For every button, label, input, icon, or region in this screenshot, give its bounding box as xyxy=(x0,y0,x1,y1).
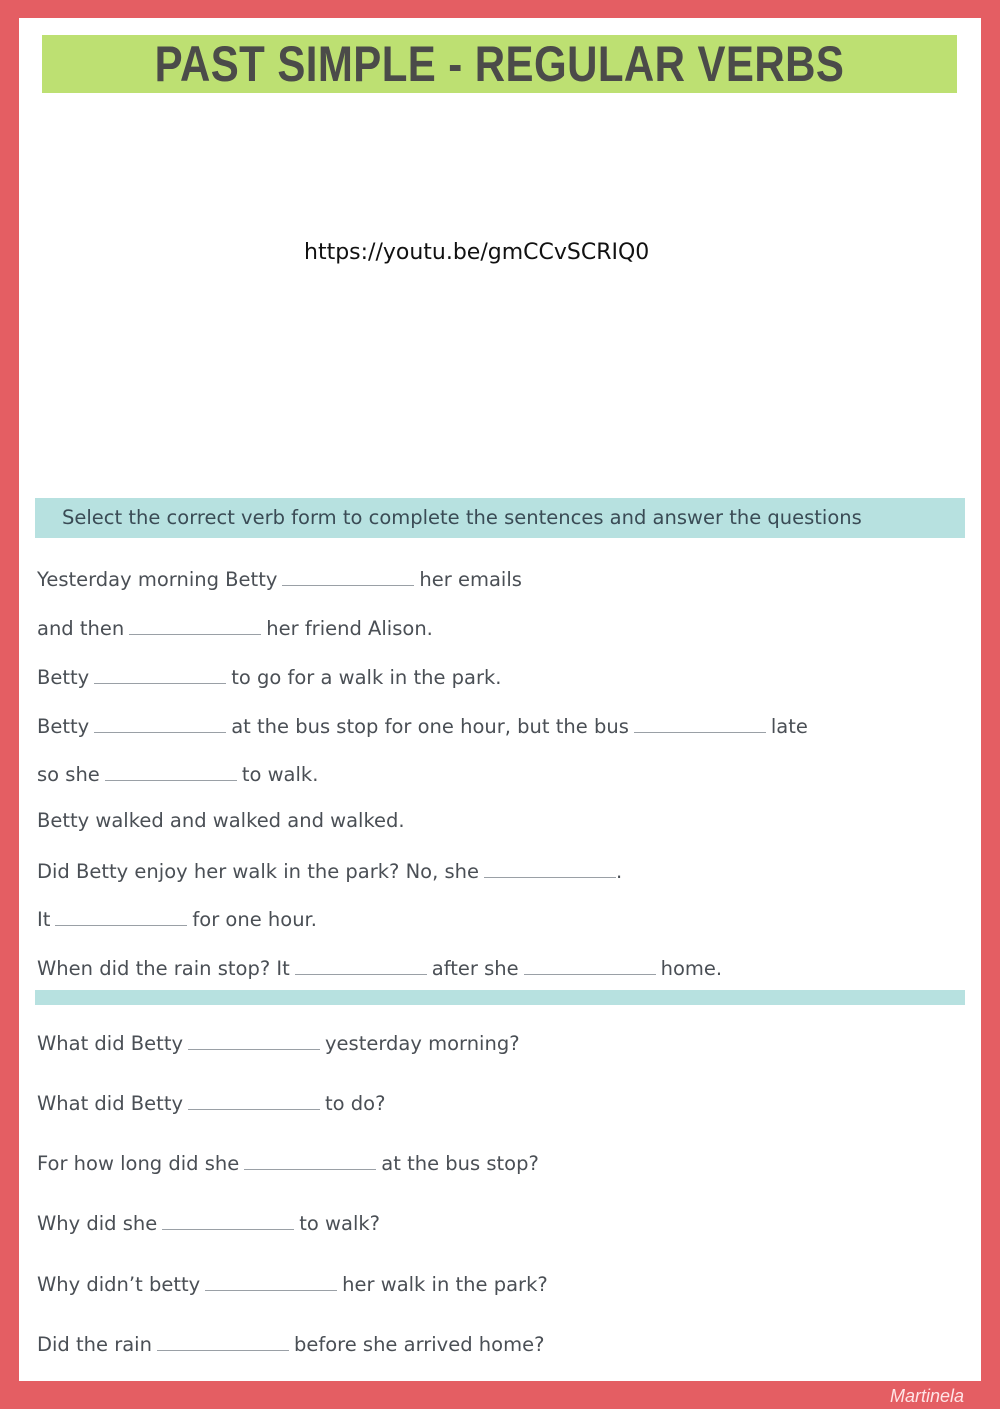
sentence-text: and then xyxy=(37,617,125,640)
section-divider xyxy=(35,990,965,1005)
instruction-bar xyxy=(35,498,965,538)
question-line xyxy=(37,1209,380,1237)
question-line xyxy=(37,1029,520,1057)
sentence-text: for one hour. xyxy=(192,908,317,931)
answer-blank[interactable] xyxy=(157,1330,289,1351)
sentence-text: so she xyxy=(37,763,100,786)
question-text: Why didn’t betty xyxy=(37,1273,201,1296)
sentence-text: late xyxy=(770,715,808,738)
answer-blank[interactable] xyxy=(295,954,427,975)
answer-blank[interactable] xyxy=(55,905,187,926)
sentence-line xyxy=(37,565,522,593)
answer-blank[interactable] xyxy=(188,1089,320,1110)
question-text: Did the rain xyxy=(37,1333,152,1356)
sentence-line xyxy=(37,614,433,642)
question-line xyxy=(37,1270,548,1298)
sentence-text: Betty xyxy=(37,666,90,689)
sentence-text: her friend Alison. xyxy=(266,617,433,640)
question-line xyxy=(37,1330,544,1358)
sentence-text: When did the rain stop? It xyxy=(37,957,290,980)
page-title: PAST SIMPLE - REGULAR VERBS xyxy=(154,36,845,92)
sentence-text: Betty xyxy=(37,715,90,738)
question-text: to walk? xyxy=(299,1212,381,1235)
question-text: Why did she xyxy=(37,1212,158,1235)
worksheet xyxy=(19,18,981,1381)
answer-blank[interactable] xyxy=(105,760,237,781)
instruction-text: Select the correct verb form to complete the sentences and answer the questions xyxy=(62,506,862,529)
sentence-line xyxy=(37,712,808,740)
answer-blank[interactable] xyxy=(282,565,414,586)
sentence-line xyxy=(37,954,722,982)
sentence-line xyxy=(37,808,405,834)
sentence-text: Yesterday morning Betty xyxy=(37,568,278,591)
question-text: before she arrived home? xyxy=(293,1333,545,1356)
answer-blank[interactable] xyxy=(524,954,656,975)
sentence-text: Betty walked and walked and walked. xyxy=(37,809,405,832)
question-text: at the bus stop? xyxy=(381,1152,539,1175)
sentence-text: her emails xyxy=(419,568,522,591)
answer-blank[interactable] xyxy=(162,1209,294,1230)
question-line xyxy=(37,1089,385,1117)
question-text: yesterday morning? xyxy=(325,1032,520,1055)
question-line xyxy=(37,1149,539,1177)
sentence-line xyxy=(37,663,501,691)
question-text: her walk in the park? xyxy=(342,1273,548,1296)
author-signature: Martinela xyxy=(889,1386,964,1406)
answer-blank[interactable] xyxy=(188,1029,320,1050)
video-link[interactable]: https://youtu.be/gmCCvSCRIQ0 xyxy=(304,240,650,265)
question-text: For how long did she xyxy=(37,1152,240,1175)
sentence-text: home. xyxy=(660,957,723,980)
sentence-line xyxy=(37,760,318,788)
answer-blank[interactable] xyxy=(205,1270,337,1291)
sentence-text: to walk. xyxy=(241,763,319,786)
sentence-line xyxy=(37,857,622,885)
answer-blank[interactable] xyxy=(634,712,766,733)
answer-blank[interactable] xyxy=(484,857,616,878)
answer-blank[interactable] xyxy=(94,663,226,684)
sentence-text: Did Betty enjoy her walk in the park? No, she xyxy=(37,860,480,883)
answer-blank[interactable] xyxy=(129,614,261,635)
sentence-line xyxy=(37,905,317,933)
answer-blank[interactable] xyxy=(94,712,226,733)
sentence-text: . xyxy=(616,860,623,883)
question-text: to do? xyxy=(325,1092,386,1115)
question-text: What did Betty xyxy=(37,1032,184,1055)
sentence-text: after she xyxy=(431,957,519,980)
sentence-text: It xyxy=(37,908,51,931)
title-bar xyxy=(42,35,957,93)
question-text: What did Betty xyxy=(37,1092,184,1115)
sentence-text: to go for a walk in the park. xyxy=(231,666,502,689)
sentence-text: at the bus stop for one hour, but the bus xyxy=(231,715,629,738)
answer-blank[interactable] xyxy=(244,1149,376,1170)
